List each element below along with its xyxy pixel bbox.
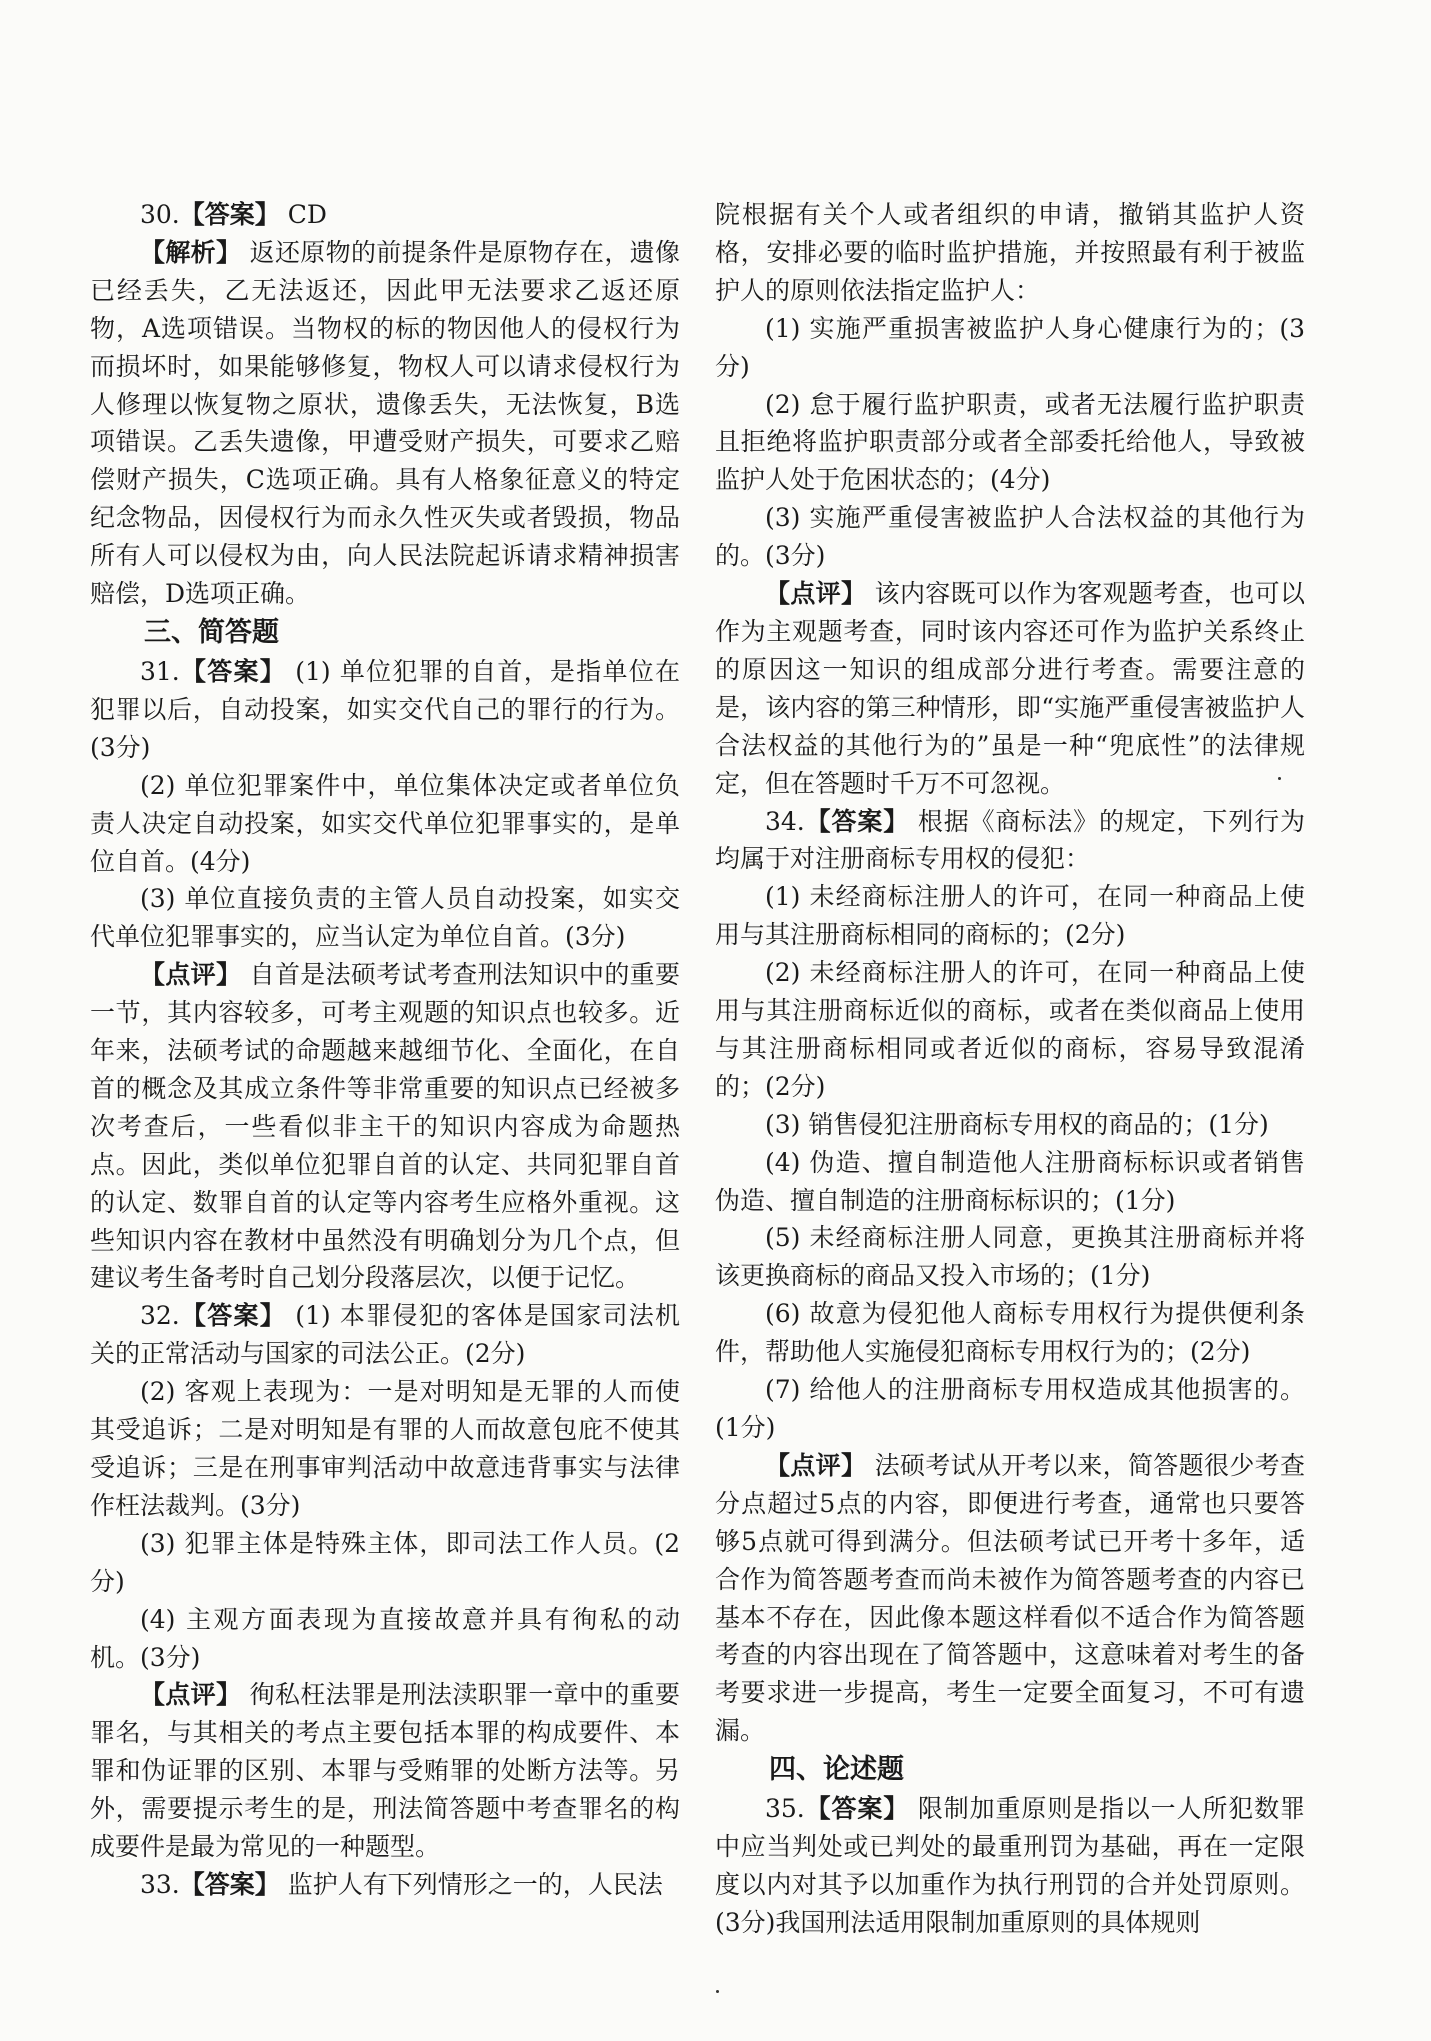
paragraph-text: 徇私枉法罪是刑法渎职罪一章中的重要罪名，与其相关的考点主要包括本罪的构成要件、本罪和伪证罪的区别、本罪与受贿罪的处断方法等。另外，需要提示考生的是，刑法简答题中考查罪名的构成要件是最为常见的一种题型。 [90, 1680, 680, 1862]
label-tag: 【答案】 [804, 806, 910, 836]
right-column [715, 196, 1305, 1942]
label-tag: 【答案】 [179, 656, 287, 686]
body-paragraph [715, 1144, 1305, 1220]
paragraph-text: (4) 主观方面表现为直接故意并具有徇私的动机。(3分) [90, 1604, 680, 1672]
body-paragraph [715, 196, 1305, 310]
paragraph-text: (5) 未经商标注册人同意，更换其注册商标并将该更换商标的商品又投入市场的；(1分) [715, 1223, 1305, 1291]
paragraph-text: 法硕考试从开考以来，简答题很少考查分点超过5点的内容，即便进行考查，通常也只要答够5点就可得到满分。但法硕考试已开考十多年，适合作为简答题考查而尚未被作为简答题考查的内容已基本不存在，因此像本题这样看似不适合作为简答题考查的内容出现在了简答题中，这意味着对考生的备考要求进一步提高，考生一定要全面复习，不可有遗漏。 [715, 1450, 1305, 1746]
paragraph-text: (2) 怠于履行监护职责，或者无法履行监护职责且拒绝将监护职责部分或者全部委托给他人，导致被监护人处于危困状态的；(4分) [715, 389, 1305, 495]
question-number: 33. [140, 1869, 180, 1899]
paragraph-text: (2) 未经商标注册人的许可，在同一种商品上使用与其注册商标近似的商标，或者在类似商品上使用与其注册商标相同或者近似的商标，容易导致混淆的；(2分) [715, 958, 1305, 1101]
body-paragraph [715, 575, 1305, 802]
body-paragraph [90, 767, 680, 881]
body-paragraph [715, 878, 1305, 954]
body-paragraph [90, 880, 680, 956]
body-paragraph [715, 1295, 1305, 1371]
body-paragraph [715, 1447, 1305, 1750]
paragraph-text: 院根据有关个人或者组织的申请，撤销其监护人资格，安排必要的临时监护措施，并按照最有利于被监护人的原则依法指定监护人： [715, 200, 1305, 305]
label-tag: 【答案】 [179, 200, 280, 229]
paragraph-text: (1) 本罪侵犯的客体是国家司法机关的正常活动与国家的司法公正。(2分) [90, 1301, 680, 1369]
body-paragraph [90, 1525, 680, 1601]
answer-paragraph [715, 1790, 1305, 1942]
paragraph-text: (3) 销售侵犯注册商标专用权的商品的；(1分) [765, 1109, 1269, 1139]
section-heading: 四、论述题 [769, 1754, 904, 1786]
paragraph-text: (2) 客观上表现为：一是对明知是无罪的人而使其受追诉；二是对明知是有罪的人而故意包庇不使其受追诉；三是在刑事审判活动中故意违背事实与法律作枉法裁判。(3分) [90, 1377, 680, 1520]
label-tag: 【答案】 [804, 1794, 910, 1824]
body-paragraph [715, 1106, 1305, 1144]
question-number: 31. [140, 656, 180, 686]
question-number: 32. [140, 1301, 180, 1331]
paragraph-text: (3) 犯罪主体是特殊主体，即司法工作人员。(2分) [90, 1528, 680, 1596]
body-paragraph [715, 954, 1305, 1106]
body-paragraph [715, 499, 1305, 575]
answer-paragraph [90, 1866, 680, 1904]
paragraph-text: (2) 单位犯罪案件中，单位集体决定或者单位负责人决定自动投案，如实交代单位犯罪事实的，是单位自首。(4分) [90, 770, 680, 876]
body-paragraph [715, 386, 1305, 500]
paragraph-text: 监护人有下列情形之一的，人民法 [279, 1869, 663, 1899]
label-tag: 【答案】 [179, 1301, 287, 1331]
paragraph-text: (1) 未经商标注册人的许可，在同一种商品上使用与其注册商标相同的商标的；(2分) [715, 882, 1305, 950]
scan-speck [716, 1990, 719, 1993]
body-paragraph [715, 310, 1305, 386]
question-number: 30. [140, 200, 180, 229]
paragraph-text: (1) 单位犯罪的自首，是指单位在犯罪以后，自动投案，如实交代自己的罪行的行为。(3分) [90, 656, 680, 762]
paragraph-text: 返还原物的前提条件是原物存在，遗像已经丢失，乙无法返还，因此甲无法要求乙返还原物，A选项错误。当物权的标的物因他人的侵权行为而损坏时，如果能够修复，物权人可以请求侵权行为人修理以恢复物之原状，遗像丢失，无法恢复，B选项错误。乙丢失遗像，甲遭受财产损失，可要求乙赔偿财产损失，C选项正确。具有人格象征意义的特定纪念物品，因侵权行为而永久性灭失或者毁损，物品所有人可以侵权为由，向人民法院起诉请求精神损害赔偿，D选项正确。 [90, 237, 680, 609]
label-tag: 【解析】 [140, 237, 242, 267]
paragraph-text: 该内容既可以作为客观题考查，也可以作为主观题考查，同时该内容还可作为监护关系终止的原因这一知识的组成部分进行考查。需要注意的是，该内容的第三种情形，即“实施严重侵害被监护人合法权益的其他行为的”虽是一种“兜底性”的法律规定，但在答题时千万不可忽视。 [715, 579, 1305, 798]
body-paragraph [90, 1373, 680, 1525]
answer-paragraph [90, 653, 680, 767]
label-tag: 【点评】 [765, 579, 867, 609]
label-tag: 【点评】 [765, 1450, 867, 1480]
section-heading: 三、简答题 [144, 616, 279, 648]
paragraph-text: (7) 给他人的注册商标专用权造成其他损害的。(1分) [715, 1375, 1305, 1442]
scan-speck [1278, 777, 1281, 780]
body-paragraph [90, 1676, 680, 1866]
paragraph-text: 根据《商标法》的规定，下列行为均属于对注册商标专用权的侵犯： [715, 806, 1305, 874]
body-paragraph [90, 234, 680, 613]
label-tag: 【点评】 [140, 960, 242, 990]
question-number: 34. [765, 806, 805, 836]
answer-paragraph [715, 803, 1305, 879]
answer-paragraph [90, 196, 680, 234]
question-number: 35. [765, 1794, 805, 1824]
paragraph-text: (4) 伪造、擅自制造他人注册商标标识或者销售伪造、擅自制造的注册商标标识的；(1分) [715, 1147, 1305, 1215]
paragraph-text: (1) 实施严重损害被监护人身心健康行为的；(3分) [715, 313, 1305, 381]
label-tag: 【点评】 [140, 1680, 242, 1710]
answer-paragraph [90, 1297, 680, 1373]
body-paragraph [90, 956, 680, 1297]
body-paragraph [715, 1371, 1305, 1447]
paragraph-text: CD [279, 200, 327, 229]
label-tag: 【答案】 [179, 1869, 280, 1899]
body-paragraph [715, 1219, 1305, 1295]
paragraph-text: 限制加重原则是指以一人所犯数罪中应当判处或已判处的最重刑罚为基础，再在一定限度以内对其予以加重作为执行刑罚的合并处罚原则。(3分)我国刑法适用限制加重原则的具体规则 [715, 1794, 1305, 1937]
body-paragraph [90, 1601, 680, 1677]
left-column [90, 196, 680, 1904]
paragraph-text: (6) 故意为侵犯他人商标专用权行为提供便利条件，帮助他人实施侵犯商标专用权行为的；(2分) [715, 1299, 1305, 1367]
paragraph-text: (3) 实施严重侵害被监护人合法权益的其他行为的。(3分) [715, 503, 1305, 571]
paragraph-text: (3) 单位直接负责的主管人员自动投案，如实交代单位犯罪事实的，应当认定为单位自首。(3分) [90, 884, 680, 952]
paragraph-text: 自首是法硕考试考查刑法知识中的重要一节，其内容较多，可考主观题的知识点也较多。近年来，法硕考试的命题越来越细节化、全面化，在自首的概念及其成立条件等非常重要的知识点已经被多次考查后，一些看似非主干的知识内容成为命题热点。因此，类似单位犯罪自首的认定、共同犯罪自首的认定、数罪自首的认定等内容考生应格外重视。这些知识内容在教材中虽然没有明确划分为几个点，但建议考生备考时自己划分段落层次，以便于记忆。 [90, 960, 680, 1293]
